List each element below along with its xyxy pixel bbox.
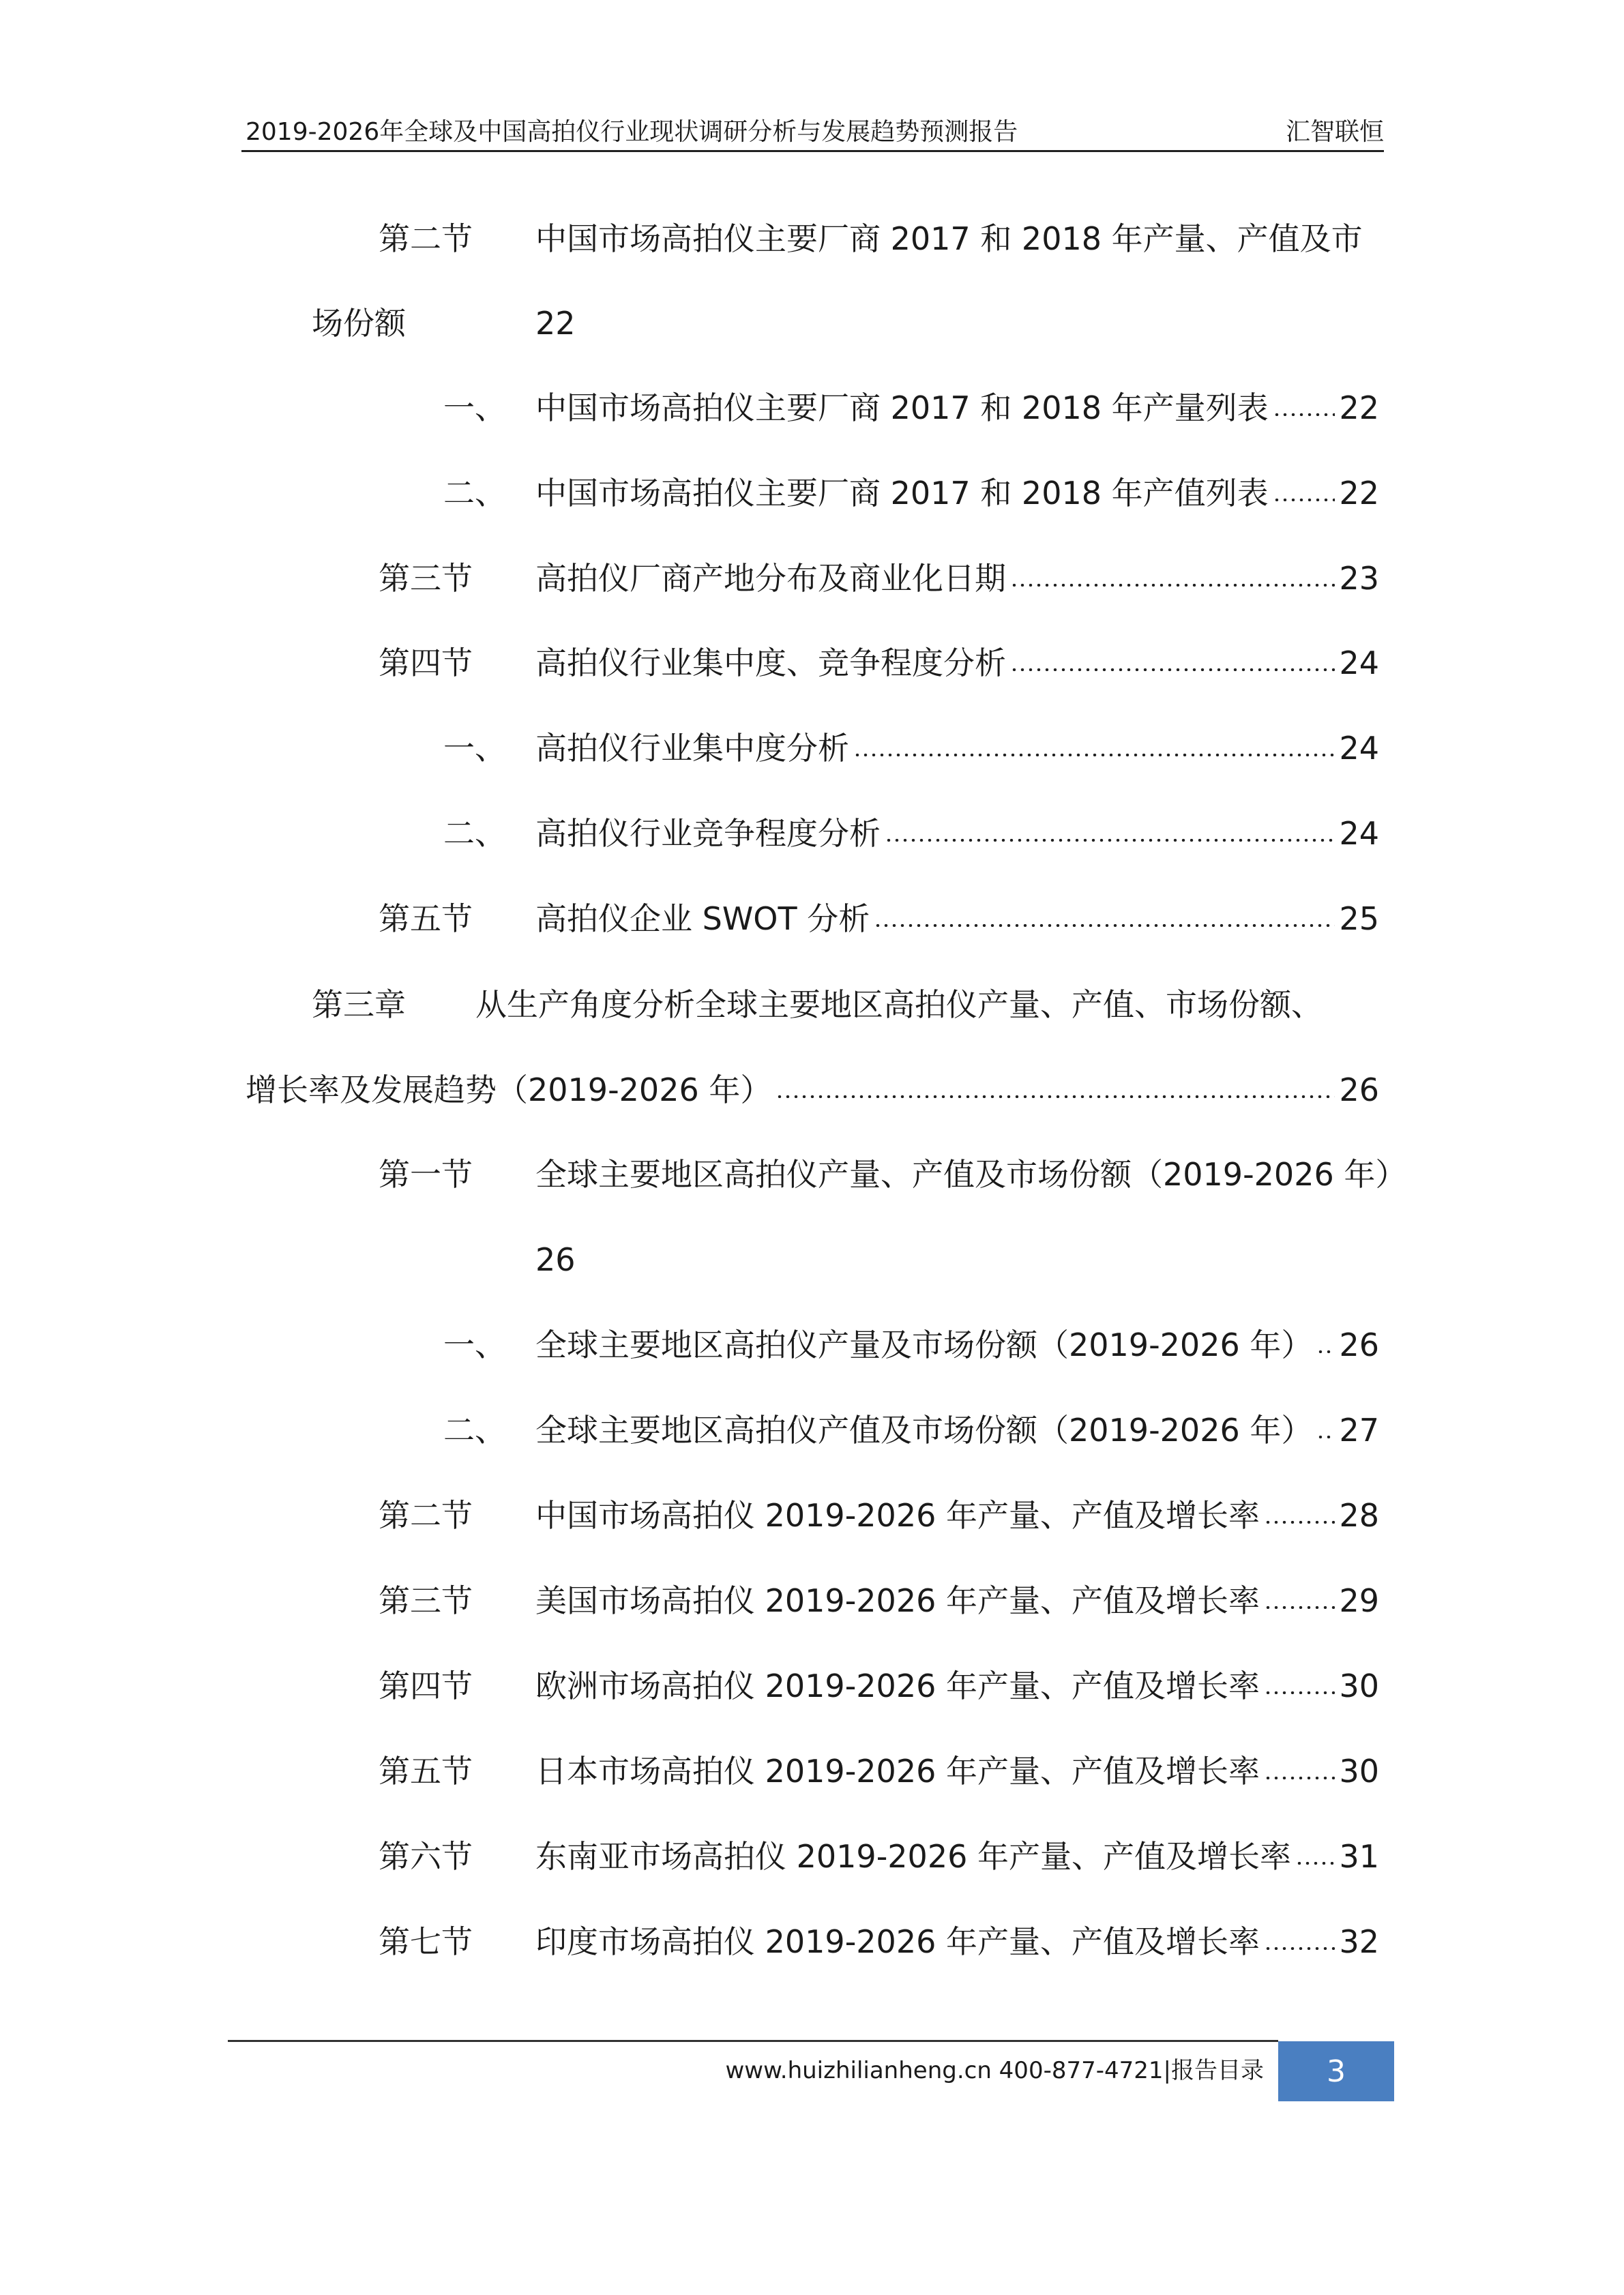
toc-entry-title: 中国市场高拍仪主要厂商 2017 和 2018 年产量、产值及市 — [535, 220, 1363, 257]
toc-entry[interactable] — [379, 642, 1379, 683]
toc-entry-label: 第五节 — [379, 900, 473, 937]
toc-entry-page: 26 — [1339, 1327, 1379, 1363]
dot-leader — [853, 754, 1335, 756]
toc-entry-title: 欧洲市场高拍仪 2019-2026 年产量、产值及增长率 — [535, 1668, 1260, 1704]
toc-entry[interactable] — [535, 1239, 576, 1280]
footer-contact: www.huizhilianheng.cn 400-877-4721|报告目录 — [725, 2057, 1264, 2084]
toc-entry-label: 第四节 — [379, 1668, 473, 1704]
toc-entry-page: 22 — [1339, 475, 1379, 512]
toc-entry[interactable] — [443, 1324, 1379, 1365]
dot-leader — [1264, 1947, 1335, 1950]
toc-entry-page: 25 — [1339, 900, 1379, 937]
toc-entry[interactable] — [443, 1410, 1379, 1451]
toc-entry-page: 30 — [1339, 1753, 1379, 1790]
toc-entry[interactable] — [312, 303, 576, 344]
toc-entry-title: 高拍仪厂商产地分布及商业化日期 — [535, 560, 1006, 597]
toc-entry-title: 26 — [535, 1241, 576, 1278]
toc-entry[interactable] — [379, 1495, 1379, 1536]
toc-entry-page: 23 — [1339, 560, 1379, 597]
toc-entry-title: 中国市场高拍仪主要厂商 2017 和 2018 年产量列表 — [535, 389, 1269, 426]
toc-entry[interactable] — [379, 218, 1363, 259]
toc-entry-page: 30 — [1339, 1668, 1379, 1704]
toc-entry-page: 26 — [1339, 1071, 1379, 1108]
dot-leader — [1264, 1521, 1335, 1524]
toc-entry-title: 22 — [535, 305, 576, 342]
toc-entry-label: 一、 — [443, 1327, 506, 1363]
toc-entry-title: 增长率及发展趋势（2019-2026 年） — [246, 1071, 772, 1108]
toc-entry[interactable] — [379, 1580, 1379, 1621]
toc-entry-title: 日本市场高拍仪 2019-2026 年产量、产值及增长率 — [535, 1753, 1260, 1790]
toc-entry-title: 美国市场高拍仪 2019-2026 年产量、产值及增长率 — [535, 1582, 1260, 1619]
toc-entry[interactable] — [246, 1069, 1379, 1110]
toc-entry-title: 高拍仪企业 SWOT 分析 — [535, 900, 870, 937]
toc-entry-page: 24 — [1339, 730, 1379, 767]
toc-entry-title: 高拍仪行业竞争程度分析 — [535, 815, 881, 852]
toc-entry-page: 29 — [1339, 1582, 1379, 1619]
toc-entry[interactable] — [379, 1921, 1379, 1962]
toc-entry-label: 二、 — [443, 1412, 506, 1449]
toc-entry-title: 全球主要地区高拍仪产量、产值及市场份额（2019-2026 年） — [535, 1156, 1407, 1193]
toc-entry-title: 全球主要地区高拍仪产值及市场份额（2019-2026 年） — [535, 1412, 1313, 1449]
toc-entry-title: 东南亚市场高拍仪 2019-2026 年产量、产值及增长率 — [535, 1838, 1291, 1875]
toc-entry-label: 第一节 — [379, 1156, 473, 1193]
toc-entry[interactable] — [443, 813, 1379, 854]
toc-entry[interactable] — [443, 473, 1379, 514]
toc-entry-title: 中国市场高拍仪主要厂商 2017 和 2018 年产值列表 — [535, 475, 1269, 512]
dot-leader — [1264, 1606, 1335, 1609]
toc-entry[interactable] — [379, 1665, 1379, 1706]
toc-entry-title: 高拍仪行业集中度、竞争程度分析 — [535, 645, 1006, 681]
toc-entry-label: 二、 — [443, 815, 506, 852]
toc-entry-label: 第三章 — [312, 986, 406, 1023]
toc-entry-label: 第三节 — [379, 560, 473, 597]
toc-entry[interactable] — [443, 728, 1379, 769]
toc-entry[interactable] — [379, 898, 1379, 939]
toc-entry-page: 24 — [1339, 815, 1379, 852]
dot-leader — [1295, 1862, 1335, 1865]
header-brand: 汇智联恒 — [1285, 118, 1384, 146]
header-title: 2019-2026年全球及中国高拍仪行业现状调研分析与发展趋势预测报告 — [246, 118, 1018, 146]
toc-entry[interactable] — [379, 1836, 1379, 1877]
dot-leader — [1264, 1691, 1335, 1694]
toc-entry-title: 从生产角度分析全球主要地区高拍仪产量、产值、市场份额、 — [475, 986, 1323, 1023]
toc-entry-page: 32 — [1339, 1923, 1379, 1960]
page-number: 3 — [1327, 2054, 1346, 2089]
toc-entry-label: 一、 — [443, 389, 506, 426]
header-divider — [241, 150, 1384, 152]
toc-entry-page: 24 — [1339, 645, 1379, 681]
toc-entry-label: 场份额 — [312, 305, 406, 342]
toc-entry-page: 31 — [1339, 1838, 1379, 1875]
toc-entry-title: 印度市场高拍仪 2019-2026 年产量、产值及增长率 — [535, 1923, 1260, 1960]
toc-entry-label: 一、 — [443, 730, 506, 767]
dot-leader — [1010, 584, 1335, 587]
toc-entry-label: 第三节 — [379, 1582, 473, 1619]
dot-leader — [1273, 413, 1335, 416]
dot-leader — [1010, 668, 1335, 671]
toc-entry-title: 中国市场高拍仪 2019-2026 年产量、产值及增长率 — [535, 1497, 1260, 1534]
dot-leader — [874, 924, 1335, 927]
toc-entry-label: 第六节 — [379, 1838, 473, 1875]
toc-entry-title: 全球主要地区高拍仪产量及市场份额（2019-2026 年） — [535, 1327, 1313, 1363]
toc-entry-page: 22 — [1339, 389, 1379, 426]
toc-entry-label: 第七节 — [379, 1923, 473, 1960]
dot-leader — [776, 1095, 1335, 1098]
page-number-badge — [1278, 2041, 1394, 2101]
toc-entry-label: 二、 — [443, 475, 506, 512]
toc-entry-label: 第五节 — [379, 1753, 473, 1790]
toc-entry[interactable] — [312, 984, 1323, 1025]
toc-entry[interactable] — [379, 558, 1379, 599]
dot-leader — [1316, 1436, 1335, 1438]
toc-entry[interactable] — [443, 387, 1379, 428]
dot-leader — [1316, 1350, 1335, 1353]
toc-entry[interactable] — [379, 1154, 1406, 1195]
footer-divider — [228, 2040, 1278, 2042]
toc-entry-page: 28 — [1339, 1497, 1379, 1534]
toc-entry-page: 27 — [1339, 1412, 1379, 1449]
toc-entry-label: 第二节 — [379, 1497, 473, 1534]
dot-leader — [1273, 499, 1335, 501]
toc-entry-label: 第四节 — [379, 645, 473, 681]
dot-leader — [1264, 1777, 1335, 1779]
toc-entry[interactable] — [379, 1751, 1379, 1792]
toc-entry-label: 第二节 — [379, 220, 473, 257]
toc-entry-title: 高拍仪行业集中度分析 — [535, 730, 849, 767]
dot-leader — [885, 839, 1335, 842]
